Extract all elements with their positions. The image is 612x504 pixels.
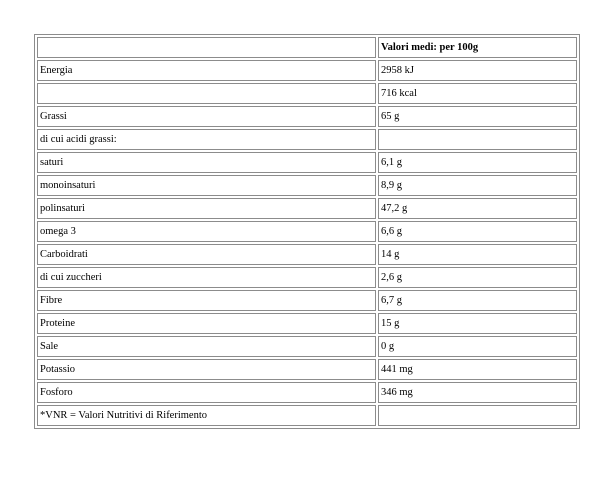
nutrient-value-cell: 15 g — [378, 313, 577, 334]
table-row — [37, 221, 577, 242]
nutrient-label-cell: omega 3 — [37, 221, 376, 242]
nutrient-label-cell: Energia — [37, 60, 376, 81]
nutrient-label-cell: Fibre — [37, 290, 376, 311]
nutrient-label-cell: di cui zuccheri — [37, 267, 376, 288]
nutrient-label-cell: Carboidrati — [37, 244, 376, 265]
nutrition-table-body — [37, 37, 577, 426]
nutrient-value-cell: 6,6 g — [378, 221, 577, 242]
table-row — [37, 129, 577, 150]
table-header-row — [37, 37, 577, 58]
table-row — [37, 175, 577, 196]
nutrient-value-cell: 65 g — [378, 106, 577, 127]
nutrient-value-cell: 716 kcal — [378, 83, 577, 104]
nutrient-value-cell — [378, 405, 577, 426]
table-row — [37, 290, 577, 311]
header-label-cell — [37, 37, 376, 58]
nutrient-value-cell: 6,7 g — [378, 290, 577, 311]
table-row — [37, 313, 577, 334]
table-row — [37, 244, 577, 265]
nutrient-value-cell: 2,6 g — [378, 267, 577, 288]
nutrient-value-cell: 47,2 g — [378, 198, 577, 219]
nutrient-label-cell: di cui acidi grassi: — [37, 129, 376, 150]
nutrient-value-cell: 6,1 g — [378, 152, 577, 173]
nutrient-value-cell: 0 g — [378, 336, 577, 357]
nutrient-value-cell — [378, 129, 577, 150]
nutrient-label-cell: Potassio — [37, 359, 376, 380]
nutrition-table — [34, 34, 580, 429]
nutrient-label-cell: Grassi — [37, 106, 376, 127]
nutrient-label-cell: Proteine — [37, 313, 376, 334]
nutrient-label-cell: saturi — [37, 152, 376, 173]
table-row — [37, 405, 577, 426]
table-row — [37, 382, 577, 403]
table-row — [37, 198, 577, 219]
header-value-cell: Valori medi: per 100g — [378, 37, 577, 58]
table-row — [37, 83, 577, 104]
nutrient-value-cell: 346 mg — [378, 382, 577, 403]
nutrient-label-cell: *VNR = Valori Nutritivi di Riferimento — [37, 405, 376, 426]
nutrient-label-cell: Sale — [37, 336, 376, 357]
nutrient-label-cell: Fosforo — [37, 382, 376, 403]
nutrient-value-cell: 2958 kJ — [378, 60, 577, 81]
nutrient-label-cell: polinsaturi — [37, 198, 376, 219]
table-row — [37, 336, 577, 357]
table-row — [37, 267, 577, 288]
table-row — [37, 106, 577, 127]
nutrient-value-cell: 8,9 g — [378, 175, 577, 196]
nutrient-label-cell — [37, 83, 376, 104]
table-row — [37, 152, 577, 173]
table-row — [37, 60, 577, 81]
table-row — [37, 359, 577, 380]
nutrient-label-cell: monoinsaturi — [37, 175, 376, 196]
nutrient-value-cell: 14 g — [378, 244, 577, 265]
nutrient-value-cell: 441 mg — [378, 359, 577, 380]
